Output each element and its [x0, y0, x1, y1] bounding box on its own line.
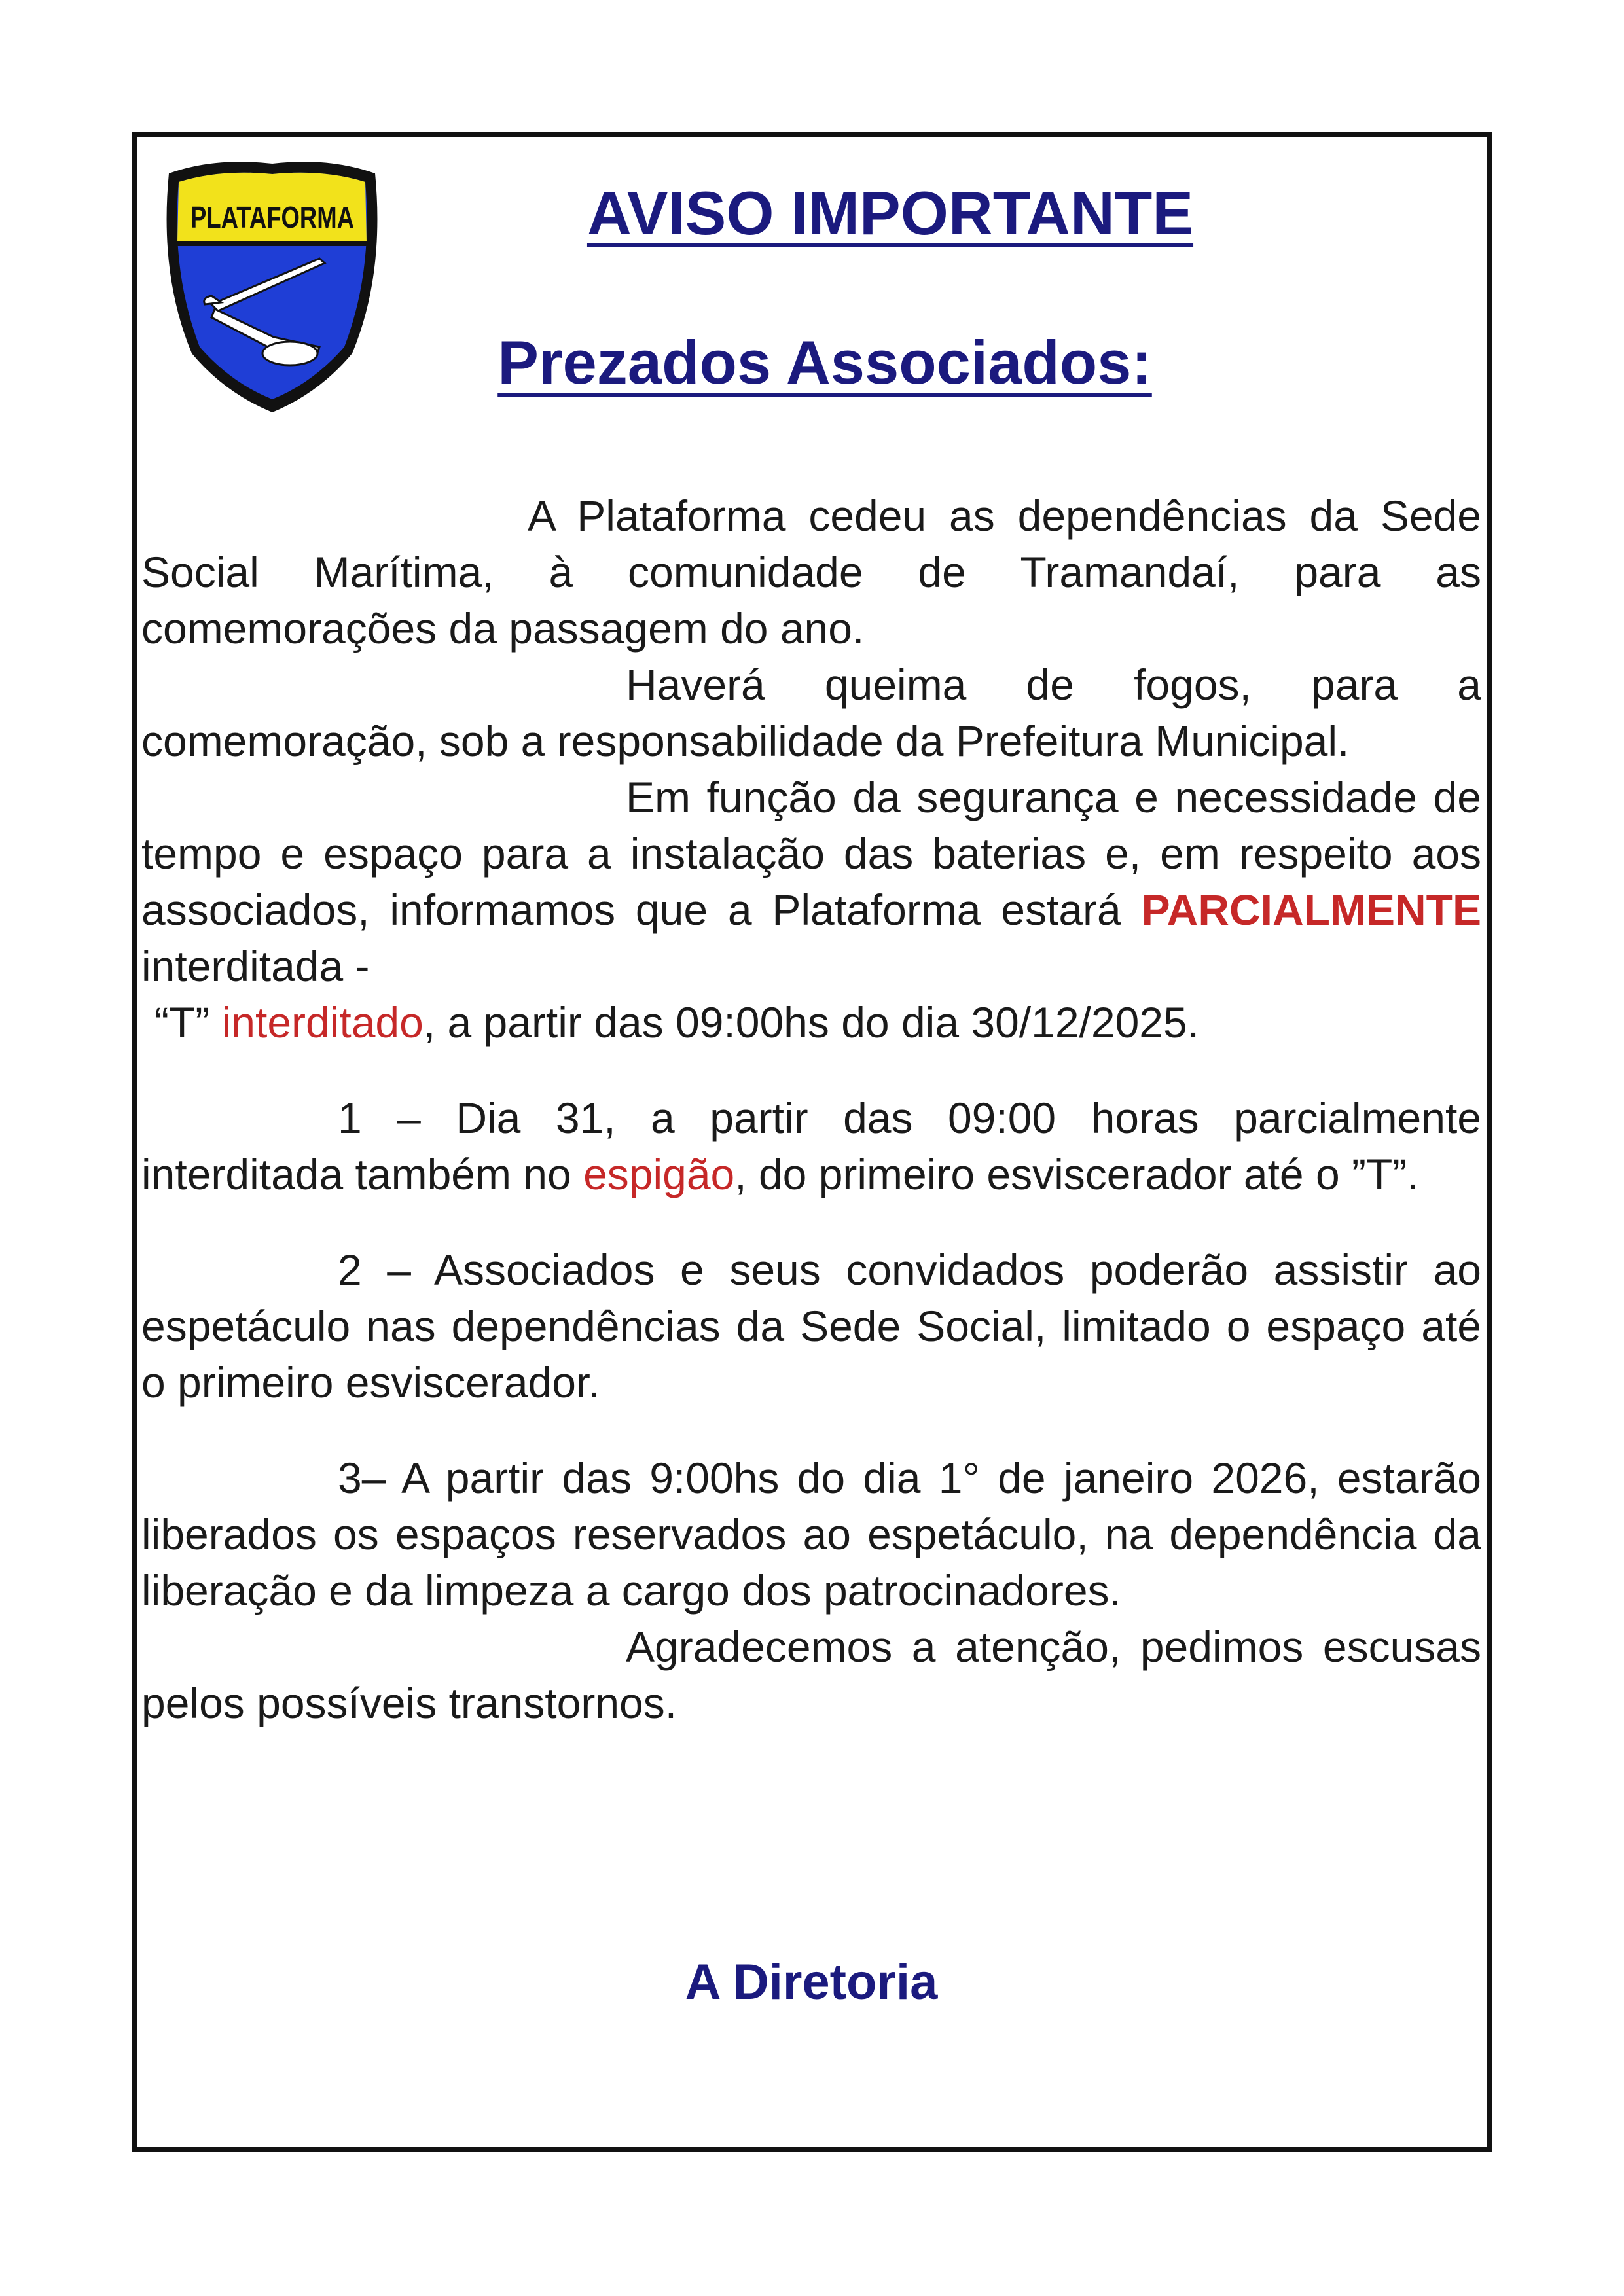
paragraph-3-highlight: PARCIALMENTE	[1141, 886, 1481, 934]
paragraph-4	[141, 994, 1481, 1050]
notice-title: AVISO IMPORTANTE	[586, 179, 1194, 247]
notice-body	[141, 488, 1481, 1731]
paragraph-3-text-b: interditada -	[141, 942, 370, 990]
paragraph-4-highlight: interditado	[221, 998, 424, 1047]
paragraph-3	[141, 769, 1481, 994]
item-1-text-a: 1 – Dia 31, a partir das 09:00 horas parcialmente interditada também no	[141, 1094, 1481, 1198]
paragraph-4-text-a: “T”	[154, 998, 222, 1047]
item-1	[141, 1090, 1481, 1202]
signature: A Diretoria	[685, 1954, 938, 2010]
item-1-text-b: , do primeiro esviscerador até o ”T”.	[734, 1150, 1419, 1198]
item-3: 3– A partir das 9:00hs do dia 1° de janeiro 2026, estarão liberados os espaços reservados ao espetáculo, na dependência da liberação e da limpeza a cargo dos patrocinadores.	[141, 1454, 1481, 1615]
paragraph-1: A Plataforma cedeu as dependências da Sede Social Marítima, à comunidade de Tramandaí, para as comemorações da passagem do ano.	[141, 492, 1481, 653]
paragraph-3-text-a: Em função da segurança e necessidade de tempo e espaço para a instalação das baterias e, em respeito aos associados, informamos que a Plataforma estará	[141, 773, 1481, 934]
item-2: 2 – Associados e seus convidados poderão assistir ao espetáculo nas dependências da Sede Social, limitado o espaço até o primeiro esviscerador.	[141, 1246, 1481, 1407]
greeting: Prezados Associados:	[497, 328, 1152, 397]
closing-paragraph: Agradecemos a atenção, pedimos escusas pelos possíveis transtornos.	[141, 1623, 1481, 1727]
logo-text: PLATAFORMA	[190, 200, 354, 234]
paragraph-4-text-b: , a partir das 09:00hs do dia 30/12/2025.	[423, 998, 1200, 1047]
paragraph-2: Haverá queima de fogos, para a comemoração, sob a responsabilidade da Prefeitura Municipal.	[141, 660, 1481, 765]
item-1-highlight: espigão	[583, 1150, 735, 1198]
